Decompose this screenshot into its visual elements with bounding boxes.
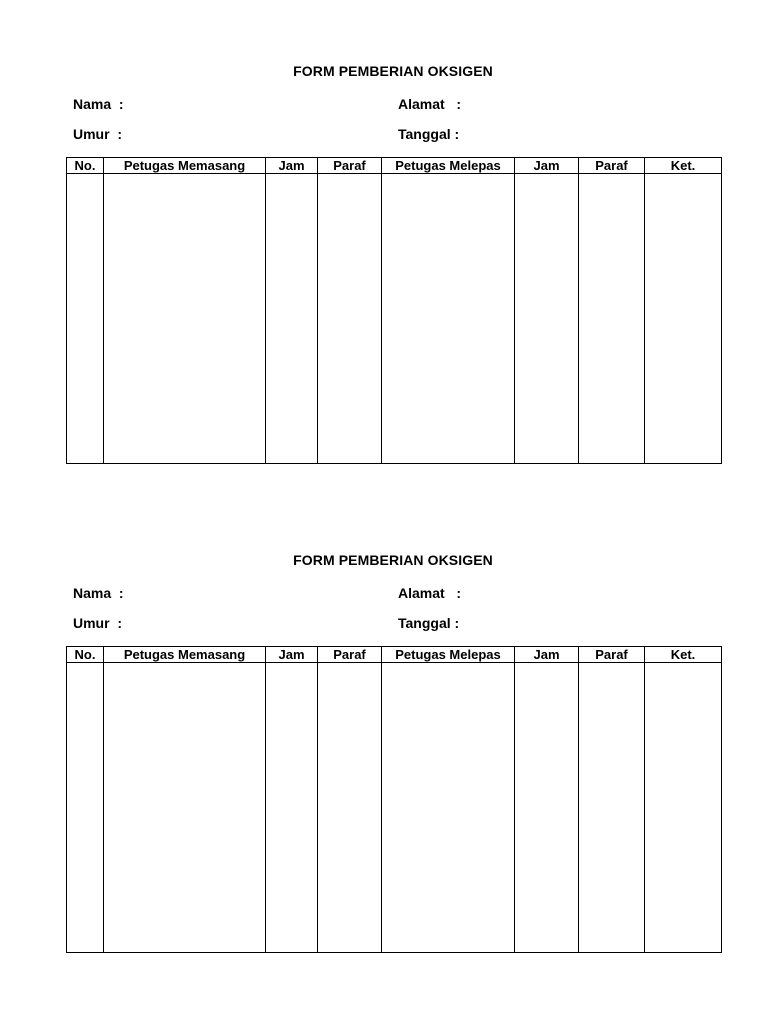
column-header-paraf-lepas: Paraf (579, 647, 645, 663)
nama-field[interactable] (73, 585, 124, 601)
column-header-petugas-memasang: Petugas Memasang (104, 158, 266, 174)
cell-petugas-memasang[interactable] (104, 663, 266, 953)
cell-paraf-lepas[interactable] (579, 663, 645, 953)
umur-colon: : (109, 126, 123, 142)
cell-jam-lepas[interactable] (515, 174, 579, 464)
form-title: FORM PEMBERIAN OKSIGEN (293, 552, 493, 568)
umur-field[interactable] (73, 615, 122, 631)
column-header-petugas-melepas: Petugas Melepas (382, 647, 515, 663)
column-header-paraf-pasang: Paraf (318, 647, 382, 663)
oxygen-log-table (66, 157, 722, 464)
cell-paraf-lepas[interactable] (579, 174, 645, 464)
tanggal-field[interactable] (398, 126, 459, 142)
umur-colon: : (109, 615, 123, 631)
alamat-colon: : (444, 585, 462, 601)
oxygen-form-2 (0, 489, 768, 929)
cell-no[interactable] (67, 174, 104, 464)
umur-field[interactable] (73, 126, 122, 142)
column-header-no: No. (67, 158, 104, 174)
table-header-row (67, 647, 722, 663)
nama-label: Nama (73, 96, 112, 112)
column-header-jam-lepas: Jam (515, 158, 579, 174)
table-row (67, 174, 722, 464)
tanggal-colon: : (450, 126, 460, 142)
cell-paraf-pasang[interactable] (318, 663, 382, 953)
oxygen-form-1 (0, 0, 768, 440)
cell-petugas-melepas[interactable] (382, 663, 515, 953)
column-header-petugas-melepas: Petugas Melepas (382, 158, 515, 174)
column-header-petugas-memasang: Petugas Memasang (104, 647, 266, 663)
cell-no[interactable] (67, 663, 104, 953)
column-header-jam-lepas: Jam (515, 647, 579, 663)
umur-label: Umur (73, 615, 110, 631)
column-header-ket: Ket. (645, 158, 722, 174)
oxygen-log-table (66, 646, 722, 953)
cell-petugas-melepas[interactable] (382, 174, 515, 464)
form-title: FORM PEMBERIAN OKSIGEN (293, 63, 493, 79)
cell-ket[interactable] (645, 174, 722, 464)
nama-colon: : (111, 585, 124, 601)
tanggal-label: Tanggal (398, 126, 451, 142)
cell-petugas-memasang[interactable] (104, 174, 266, 464)
alamat-field[interactable] (398, 585, 461, 601)
cell-jam-pasang[interactable] (266, 663, 318, 953)
cell-jam-pasang[interactable] (266, 174, 318, 464)
nama-label: Nama (73, 585, 112, 601)
nama-field[interactable] (73, 96, 124, 112)
cell-paraf-pasang[interactable] (318, 174, 382, 464)
column-header-jam-pasang: Jam (266, 647, 318, 663)
alamat-colon: : (444, 96, 462, 112)
tanggal-label: Tanggal (398, 615, 451, 631)
umur-label: Umur (73, 126, 110, 142)
cell-ket[interactable] (645, 663, 722, 953)
cell-jam-lepas[interactable] (515, 663, 579, 953)
column-header-paraf-pasang: Paraf (318, 158, 382, 174)
alamat-field[interactable] (398, 96, 461, 112)
alamat-label: Alamat (398, 96, 445, 112)
table-header-row (67, 158, 722, 174)
column-header-no: No. (67, 647, 104, 663)
alamat-label: Alamat (398, 585, 445, 601)
column-header-paraf-lepas: Paraf (579, 158, 645, 174)
tanggal-colon: : (450, 615, 460, 631)
nama-colon: : (111, 96, 124, 112)
tanggal-field[interactable] (398, 615, 459, 631)
table-row (67, 663, 722, 953)
column-header-ket: Ket. (645, 647, 722, 663)
column-header-jam-pasang: Jam (266, 158, 318, 174)
